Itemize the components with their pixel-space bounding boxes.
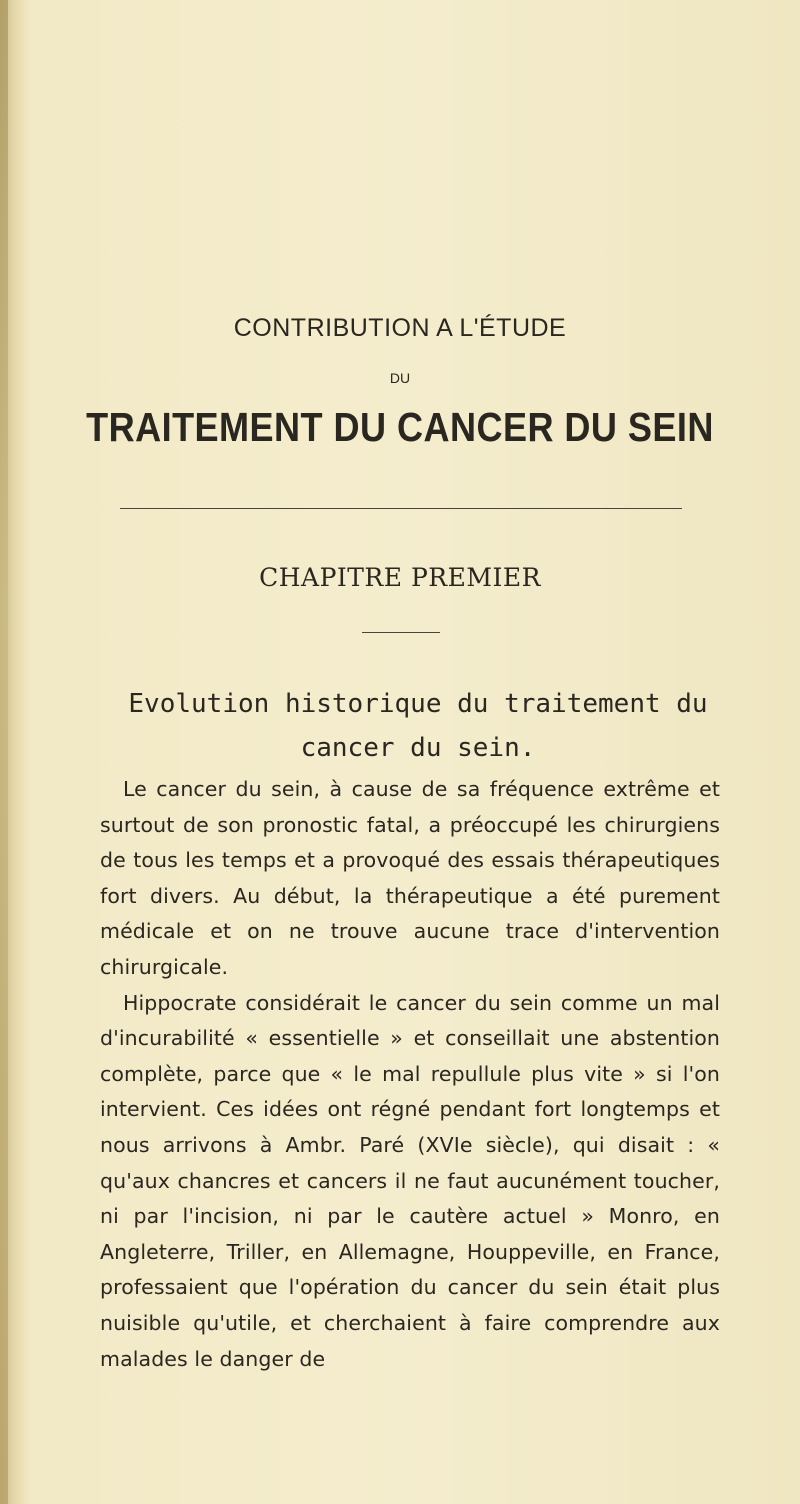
paragraph: Hippocrate considérait le cancer du sein comme un mal d'incurabilité « essentielle » et conseillait une abstention complète, parce que « le mal repullule plus vite » si l'on intervient. Ces idées ont régné pendant fort longtemps et nous arrivons à Ambr. Paré (XVIe siècle), qui disait : « qu'aux chancres et cancers il ne faut aucunément toucher, ni par l'incision, ni par le cautère actuel » Monro, en Angleterre, Triller, en Allemagne, Houppeville, en France, professaient que l'opération du cancer du sein était plus nuisible qu'utile, et cherchaient à faire comprendre aux malades le danger de [100, 990, 720, 1371]
paragraph: Le cancer du sein, à cause de sa fréquence extrême et surtout de son pronostic fatal, a préoccupé les chirurgiens de tous les temps et a provoqué des essais thérapeutiques fort divers. Au début, la thérapeutique a été purement médicale et on ne trouve aucune trace d'intervention chirurgicale. [100, 777, 720, 979]
work-subtitle: CONTRIBUTION A L'ÉTUDE [233, 314, 567, 342]
section-title: Evolution historique du traitement du cancer du sein. [128, 689, 708, 763]
chapter-heading: CHAPITRE PREMIER [259, 563, 541, 592]
work-title: TRAITEMENT DU CANCER DU SEIN [86, 404, 714, 450]
body-text [100, 772, 720, 1377]
chapter-divider [362, 632, 440, 633]
title-connector: DU [389, 370, 411, 386]
title-divider [120, 508, 682, 509]
page-edge-shadow [0, 0, 8, 1504]
